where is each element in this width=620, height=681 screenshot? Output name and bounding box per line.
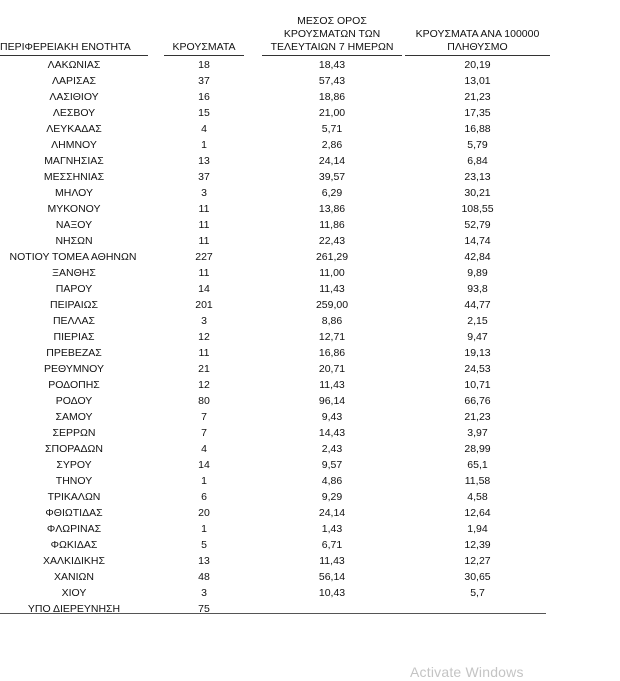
average-cell: 18,43 — [318, 59, 346, 71]
table-body — [0, 57, 560, 617]
region-cell: ΠΡΕΒΕΖΑΣ — [46, 347, 102, 359]
rate-cell: 10,71 — [464, 379, 491, 391]
cases-cell: 201 — [195, 299, 213, 311]
average-cell: 11,43 — [319, 283, 345, 295]
table-row — [0, 57, 560, 73]
table-row — [0, 153, 560, 169]
region-cell: ΡΟΔΟΠΗΣ — [48, 379, 100, 391]
average-cell: 21,00 — [318, 107, 346, 119]
cases-cell: 48 — [198, 571, 210, 583]
cases-cell: 1 — [201, 523, 207, 535]
table-row — [0, 361, 560, 377]
rate-cell: 52,79 — [464, 219, 491, 231]
region-cell: ΜΕΣΣΗΝΙΑΣ — [43, 171, 105, 183]
rate-cell: 108,55 — [461, 203, 494, 215]
cases-cell: 7 — [201, 427, 207, 439]
rate-cell: 24,53 — [464, 363, 491, 375]
region-cell: ΝΗΣΩΝ — [55, 235, 93, 247]
table-row — [0, 441, 560, 457]
average-cell: 11,43 — [319, 555, 345, 567]
region-cell: ΤΗΝΟΥ — [55, 475, 93, 487]
rate-cell: 93,8 — [467, 283, 488, 295]
average-cell: 22,43 — [318, 235, 346, 247]
region-cell: ΧΑΝΙΩΝ — [54, 571, 94, 583]
header-rate-line: ΠΛΗΘΥΣΜΟ — [447, 41, 508, 53]
average-cell: 57,43 — [318, 75, 346, 87]
average-cell: 2,86 — [321, 139, 343, 151]
average-cell: 20,71 — [318, 363, 346, 375]
region-cell: ΛΑΡΙΣΑΣ — [52, 75, 96, 87]
table-row — [0, 489, 560, 505]
region-cell: ΠΙΕΡΙΑΣ — [53, 331, 95, 343]
cases-cell: 12 — [198, 331, 210, 343]
header-average-line: ΤΕΛΕΥΤΑΙΩΝ 7 ΗΜΕΡΩΝ — [270, 41, 394, 53]
table-row — [0, 569, 560, 585]
average-cell: 259,00 — [315, 299, 349, 311]
bottom-divider — [0, 613, 546, 614]
average-cell: 4,86 — [321, 475, 343, 487]
region-cell: ΛΕΥΚΑΔΑΣ — [46, 123, 102, 135]
cases-cell: 37 — [198, 171, 210, 183]
table-row — [0, 217, 560, 233]
average-cell: 9,43 — [321, 411, 343, 423]
cases-cell: 11 — [198, 267, 210, 279]
average-cell: 12,71 — [318, 331, 346, 343]
cases-cell: 13 — [198, 155, 210, 167]
rate-cell: 12,64 — [464, 507, 491, 519]
rate-cell: 14,74 — [464, 235, 491, 247]
header-average-line: ΜΕΣΟΣ ΟΡΟΣ — [297, 15, 367, 27]
header-rate-line: ΚΡΟΥΣΜΑΤΑ ΑΝΑ 100000 — [415, 28, 540, 40]
average-cell: 261,29 — [315, 251, 349, 263]
table-row — [0, 73, 560, 89]
rate-cell: 17,35 — [464, 107, 491, 119]
table-row — [0, 601, 560, 617]
table-row — [0, 265, 560, 281]
rate-cell: 21,23 — [464, 91, 491, 103]
cases-cell: 4 — [201, 123, 207, 135]
header-cases-label: ΚΡΟΥΣΜΑΤΑ — [172, 41, 236, 53]
rate-cell: 28,99 — [464, 443, 491, 455]
average-cell: 5,71 — [321, 123, 343, 135]
table-row — [0, 233, 560, 249]
region-cell: ΛΗΜΝΟΥ — [51, 139, 97, 151]
average-cell: 14,43 — [318, 427, 346, 439]
average-cell: 11,86 — [319, 219, 345, 231]
table-row — [0, 297, 560, 313]
average-cell: 9,29 — [321, 491, 343, 503]
rate-cell: 16,88 — [464, 123, 491, 135]
table-row — [0, 281, 560, 297]
table-row — [0, 425, 560, 441]
rate-cell: 5,7 — [470, 587, 485, 599]
rate-cell: 9,89 — [467, 267, 488, 279]
region-cell: ΥΠΟ ΔΙΕΡΕΥΝΗΣΗ — [27, 603, 121, 615]
rate-cell: 6,84 — [467, 155, 488, 167]
cases-cell: 21 — [198, 363, 210, 375]
table-row — [0, 137, 560, 153]
region-cell: ΜΗΛΟΥ — [55, 187, 93, 199]
rate-cell: 44,77 — [464, 299, 491, 311]
cases-cell: 12 — [198, 379, 210, 391]
rate-cell: 3,97 — [467, 427, 488, 439]
cases-cell: 14 — [198, 283, 210, 295]
average-cell: 24,14 — [318, 155, 346, 167]
rate-cell: 12,39 — [464, 539, 491, 551]
rate-cell: 66,76 — [464, 395, 491, 407]
header-average-line: ΚΡΟΥΣΜΑΤΩΝ ΤΩΝ — [283, 28, 381, 40]
cases-cell: 3 — [201, 187, 207, 199]
cases-cell: 80 — [198, 395, 210, 407]
table-row — [0, 185, 560, 201]
header-divider — [405, 55, 550, 56]
cases-cell: 4 — [201, 443, 207, 455]
average-cell: 24,14 — [318, 507, 346, 519]
average-cell: 9,57 — [321, 459, 343, 471]
region-cell: ΡΟΔΟΥ — [55, 395, 93, 407]
header-average — [262, 10, 402, 54]
table-row — [0, 121, 560, 137]
average-cell: 6,71 — [321, 539, 343, 551]
rate-cell: 5,79 — [467, 139, 488, 151]
region-cell: ΜΑΓΝΗΣΙΑΣ — [44, 155, 104, 167]
rate-cell: 20,19 — [464, 59, 491, 71]
table-row — [0, 537, 560, 553]
table-row — [0, 313, 560, 329]
cases-cell: 227 — [195, 251, 213, 263]
region-cell: ΝΟΤΙΟΥ ΤΟΜΕΑ ΑΘΗΝΩΝ — [9, 251, 137, 263]
average-cell: 18,86 — [318, 91, 346, 103]
average-cell: 6,29 — [321, 187, 343, 199]
rate-cell: 12,27 — [464, 555, 491, 567]
cases-cell: 15 — [198, 107, 210, 119]
region-cell: ΣΕΡΡΩΝ — [52, 427, 96, 439]
table-row — [0, 521, 560, 537]
header-divider — [262, 55, 402, 56]
cases-cell: 11 — [198, 235, 210, 247]
region-cell: ΛΑΣΙΘΙΟΥ — [49, 91, 99, 103]
region-cell: ΦΩΚΙΔΑΣ — [50, 539, 98, 551]
rate-cell: 1,94 — [467, 523, 488, 535]
region-cell: ΦΘΙΩΤΙΔΑΣ — [45, 507, 103, 519]
header-cases — [164, 10, 244, 54]
average-cell: 16,86 — [318, 347, 346, 359]
cases-cell: 11 — [198, 203, 210, 215]
region-cell: ΤΡΙΚΑΛΩΝ — [47, 491, 101, 503]
region-cell: ΦΛΩΡΙΝΑΣ — [46, 523, 102, 535]
cases-cell: 13 — [198, 555, 210, 567]
cases-cell: 75 — [198, 603, 210, 615]
region-cell: ΣΥΡΟΥ — [56, 459, 92, 471]
header-divider — [0, 55, 148, 56]
region-cell: ΣΠΟΡΑΔΩΝ — [45, 443, 103, 455]
cases-cell: 20 — [198, 507, 210, 519]
activation-watermark: Activate Windows — [410, 664, 524, 680]
table-row — [0, 473, 560, 489]
region-cell: ΠΑΡΟΥ — [55, 283, 93, 295]
region-cell: ΣΑΜΟΥ — [55, 411, 93, 423]
region-cell: ΡΕΘΥΜΝΟΥ — [43, 363, 104, 375]
table-row — [0, 553, 560, 569]
cases-cell: 11 — [198, 347, 210, 359]
region-cell: ΛΕΣΒΟΥ — [52, 107, 96, 119]
region-cell: ΞΑΝΘΗΣ — [52, 267, 96, 279]
cases-cell: 1 — [201, 475, 207, 487]
average-cell: 8,86 — [321, 315, 343, 327]
cases-cell: 6 — [201, 491, 207, 503]
header-region — [0, 10, 148, 54]
average-cell: 96,14 — [318, 395, 346, 407]
rate-cell: 13,01 — [464, 75, 491, 87]
rate-cell: 30,21 — [464, 187, 491, 199]
rate-cell: 30,65 — [464, 571, 491, 583]
table-row — [0, 345, 560, 361]
region-cell: ΜΥΚΟΝΟΥ — [47, 203, 101, 215]
header-region-label: ΠΕΡΙΦΕΡΕΙΑΚΗ ΕΝΟΤΗΤΑ — [0, 41, 131, 53]
rate-cell: 2,15 — [467, 315, 488, 327]
average-cell: 11,43 — [319, 379, 345, 391]
rate-cell: 65,1 — [467, 459, 488, 471]
rate-cell: 42,84 — [464, 251, 491, 263]
cases-cell: 18 — [198, 59, 210, 71]
region-cell: ΧΑΛΚΙΔΙΚΗΣ — [43, 555, 105, 567]
cases-cell: 7 — [201, 411, 207, 423]
average-cell: 10,43 — [318, 587, 346, 599]
rate-cell: 4,58 — [467, 491, 488, 503]
rate-cell: 9,47 — [467, 331, 488, 343]
region-cell: ΛΑΚΩΝΙΑΣ — [47, 59, 101, 71]
average-cell: 11,00 — [319, 267, 345, 279]
table-row — [0, 393, 560, 409]
table-row — [0, 201, 560, 217]
table-row — [0, 409, 560, 425]
rate-cell: 19,13 — [464, 347, 491, 359]
table-row — [0, 329, 560, 345]
table-row — [0, 89, 560, 105]
average-cell: 56,14 — [318, 571, 346, 583]
cases-cell: 11 — [198, 219, 210, 231]
cases-cell: 3 — [201, 587, 207, 599]
cases-cell: 37 — [198, 75, 210, 87]
average-cell: 1,43 — [321, 523, 343, 535]
table-row — [0, 249, 560, 265]
cases-cell: 14 — [198, 459, 210, 471]
region-cell: ΝΑΞΟΥ — [55, 219, 93, 231]
table-row — [0, 505, 560, 521]
rate-cell: 11,58 — [464, 475, 491, 487]
cases-cell: 5 — [201, 539, 207, 551]
table-row — [0, 169, 560, 185]
average-cell: 2,43 — [321, 443, 343, 455]
cases-cell: 16 — [198, 91, 210, 103]
region-cell: ΠΕΙΡΑΙΩΣ — [50, 299, 98, 311]
header-rate — [405, 10, 550, 54]
table-row — [0, 377, 560, 393]
rate-cell: 23,13 — [464, 171, 491, 183]
cases-cell: 1 — [201, 139, 207, 151]
region-cell: ΧΙΟΥ — [61, 587, 87, 599]
table-row — [0, 585, 560, 601]
average-cell: 13,86 — [318, 203, 346, 215]
cases-cell: 3 — [201, 315, 207, 327]
table-row — [0, 457, 560, 473]
header-divider — [164, 55, 244, 56]
rate-cell: 21,23 — [464, 411, 491, 423]
table-row — [0, 105, 560, 121]
region-cell: ΠΕΛΛΑΣ — [52, 315, 96, 327]
average-cell: 39,57 — [318, 171, 346, 183]
